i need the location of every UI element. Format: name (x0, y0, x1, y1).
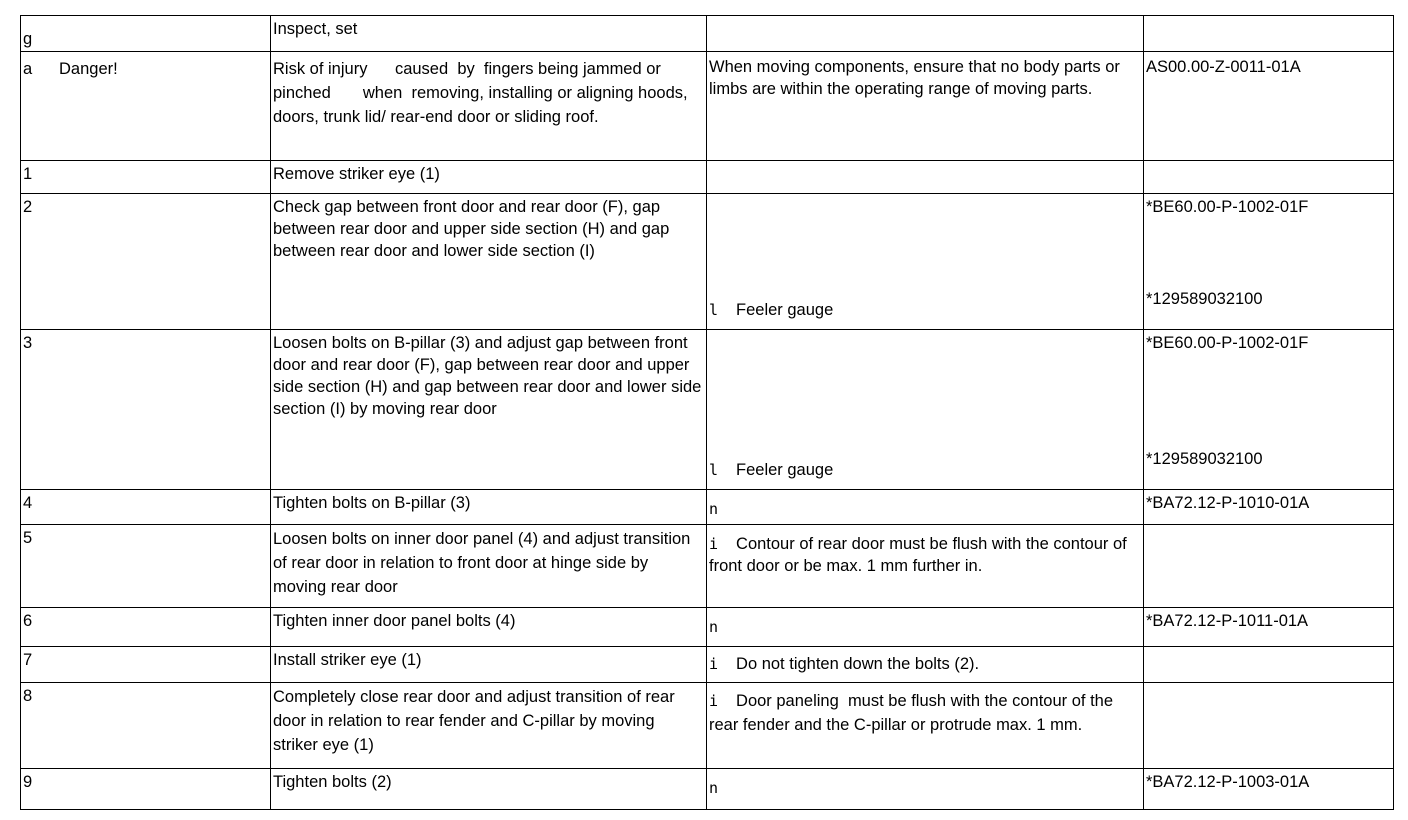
ref-cell (1144, 161, 1394, 194)
step-number: 9 (23, 773, 33, 791)
ref-cell (1144, 683, 1394, 769)
reference-link[interactable]: *BA72.12-P-1003-01A (1146, 773, 1310, 791)
table-row (21, 647, 1394, 683)
step-number: 1 (23, 165, 33, 183)
torque-icon: n (709, 779, 719, 797)
note-cell (707, 161, 1144, 194)
action-cell (271, 161, 707, 194)
step-cell (21, 647, 271, 683)
step-cell (21, 769, 271, 810)
note-text: Feeler gauge (736, 461, 834, 479)
step-number: 5 (23, 529, 33, 547)
step-cell (21, 194, 271, 330)
table-row (21, 52, 1394, 161)
ref-cell (1144, 647, 1394, 683)
step-number: 7 (23, 651, 33, 669)
table-row (21, 16, 1394, 52)
reference-link[interactable]: *BA72.12-P-1010-01A (1146, 494, 1310, 512)
ref-cell (1144, 194, 1394, 330)
feeler-gauge-icon: l (709, 301, 719, 319)
torque-icon: n (709, 618, 719, 636)
step-cell (21, 683, 271, 769)
note-cell (707, 52, 1144, 161)
ref-cell (1144, 769, 1394, 810)
ref-cell (1144, 330, 1394, 490)
action-text: Tighten inner door panel bolts (4) (273, 612, 516, 630)
step-cell (21, 161, 271, 194)
step-number: 4 (23, 494, 33, 512)
action-cell (271, 608, 707, 647)
action-text: Loosen bolts on inner door panel (4) and adjust transition of rear door in relation to front door at hinge side by moving rear door (273, 530, 691, 596)
action-text: Install striker eye (1) (273, 651, 422, 669)
procedure-table (20, 15, 1394, 810)
action-cell (271, 16, 707, 52)
note-text: When moving components, ensure that no body parts or limbs are within the operating range of moving parts. (709, 58, 1120, 98)
info-icon: i (709, 655, 719, 673)
action-cell (271, 683, 707, 769)
note-text: Door paneling must be flush with the contour of the rear fender and the C-pillar or protrude max. 1 mm. (709, 692, 1118, 734)
danger-label: Danger! (59, 60, 118, 78)
note-cell (707, 194, 1144, 330)
step-number: 6 (23, 612, 33, 630)
table-row (21, 490, 1394, 525)
info-icon: i (709, 692, 719, 710)
step-number: 3 (23, 334, 33, 352)
action-cell (271, 194, 707, 330)
note-cell (707, 16, 1144, 52)
step-cell (21, 52, 271, 161)
info-icon: i (709, 535, 719, 553)
feeler-gauge-icon: l (709, 461, 719, 479)
step-number: a (23, 60, 33, 78)
action-text: Completely close rear door and adjust transition of rear door in relation to rear fender and C-pillar by moving striker eye (1) (273, 688, 675, 754)
action-cell (271, 490, 707, 525)
step-cell (21, 330, 271, 490)
ref-cell (1144, 525, 1394, 608)
note-text: Feeler gauge (736, 301, 834, 319)
step-cell (21, 16, 271, 52)
action-text: Tighten bolts on B-pillar (3) (273, 494, 471, 512)
action-text: Check gap between front door and rear door (F), gap between rear door and upper side section (H) and gap between rear door and lower side section (I) (273, 198, 670, 260)
action-text: Tighten bolts (2) (273, 773, 392, 791)
action-cell (271, 52, 707, 161)
reference-link[interactable]: AS00.00-Z-0011-01A (1146, 58, 1301, 76)
ref-cell (1144, 16, 1394, 52)
action-text: Remove striker eye (1) (273, 165, 440, 183)
torque-icon: n (709, 500, 719, 518)
step-number: g (23, 30, 33, 48)
step-cell (21, 490, 271, 525)
table-row (21, 608, 1394, 647)
ref-cell (1144, 52, 1394, 161)
table-row (21, 161, 1394, 194)
note-cell (707, 525, 1144, 608)
table-row (21, 525, 1394, 608)
action-cell (271, 525, 707, 608)
table-row (21, 194, 1394, 330)
action-cell (271, 647, 707, 683)
step-cell (21, 608, 271, 647)
note-text: Contour of rear door must be flush with the contour of front door or be max. 1 mm further in. (709, 535, 1127, 575)
note-cell (707, 647, 1144, 683)
ref-cell (1144, 490, 1394, 525)
part-number-link[interactable]: *129589032100 (1146, 450, 1263, 468)
step-number: 8 (23, 687, 33, 705)
table-row (21, 769, 1394, 810)
action-cell (271, 330, 707, 490)
reference-link[interactable]: *BE60.00-P-1002-01F (1146, 334, 1309, 352)
table-row (21, 330, 1394, 490)
ref-cell (1144, 608, 1394, 647)
note-cell (707, 330, 1144, 490)
action-cell (271, 769, 707, 810)
note-cell (707, 683, 1144, 769)
note-text: Do not tighten down the bolts (2). (736, 655, 980, 673)
part-number-link[interactable]: *129589032100 (1146, 290, 1263, 308)
action-text: Risk of injury caused by fingers being jammed or pinched when removing, installing or aligning hoods, doors, trunk lid/ rear-end door or sliding roof. (273, 60, 693, 126)
action-text: Inspect, set (273, 20, 358, 38)
table-row (21, 683, 1394, 769)
note-cell (707, 769, 1144, 810)
reference-link[interactable]: *BE60.00-P-1002-01F (1146, 198, 1309, 216)
reference-link[interactable]: *BA72.12-P-1011-01A (1146, 612, 1309, 630)
action-text: Loosen bolts on B-pillar (3) and adjust gap between front door and rear door (F), gap between rear door and upper side section (H) and gap between rear door and lower side section (I) by moving rear door (273, 334, 702, 418)
note-cell (707, 608, 1144, 647)
step-cell (21, 525, 271, 608)
step-number: 2 (23, 198, 33, 216)
note-cell (707, 490, 1144, 525)
